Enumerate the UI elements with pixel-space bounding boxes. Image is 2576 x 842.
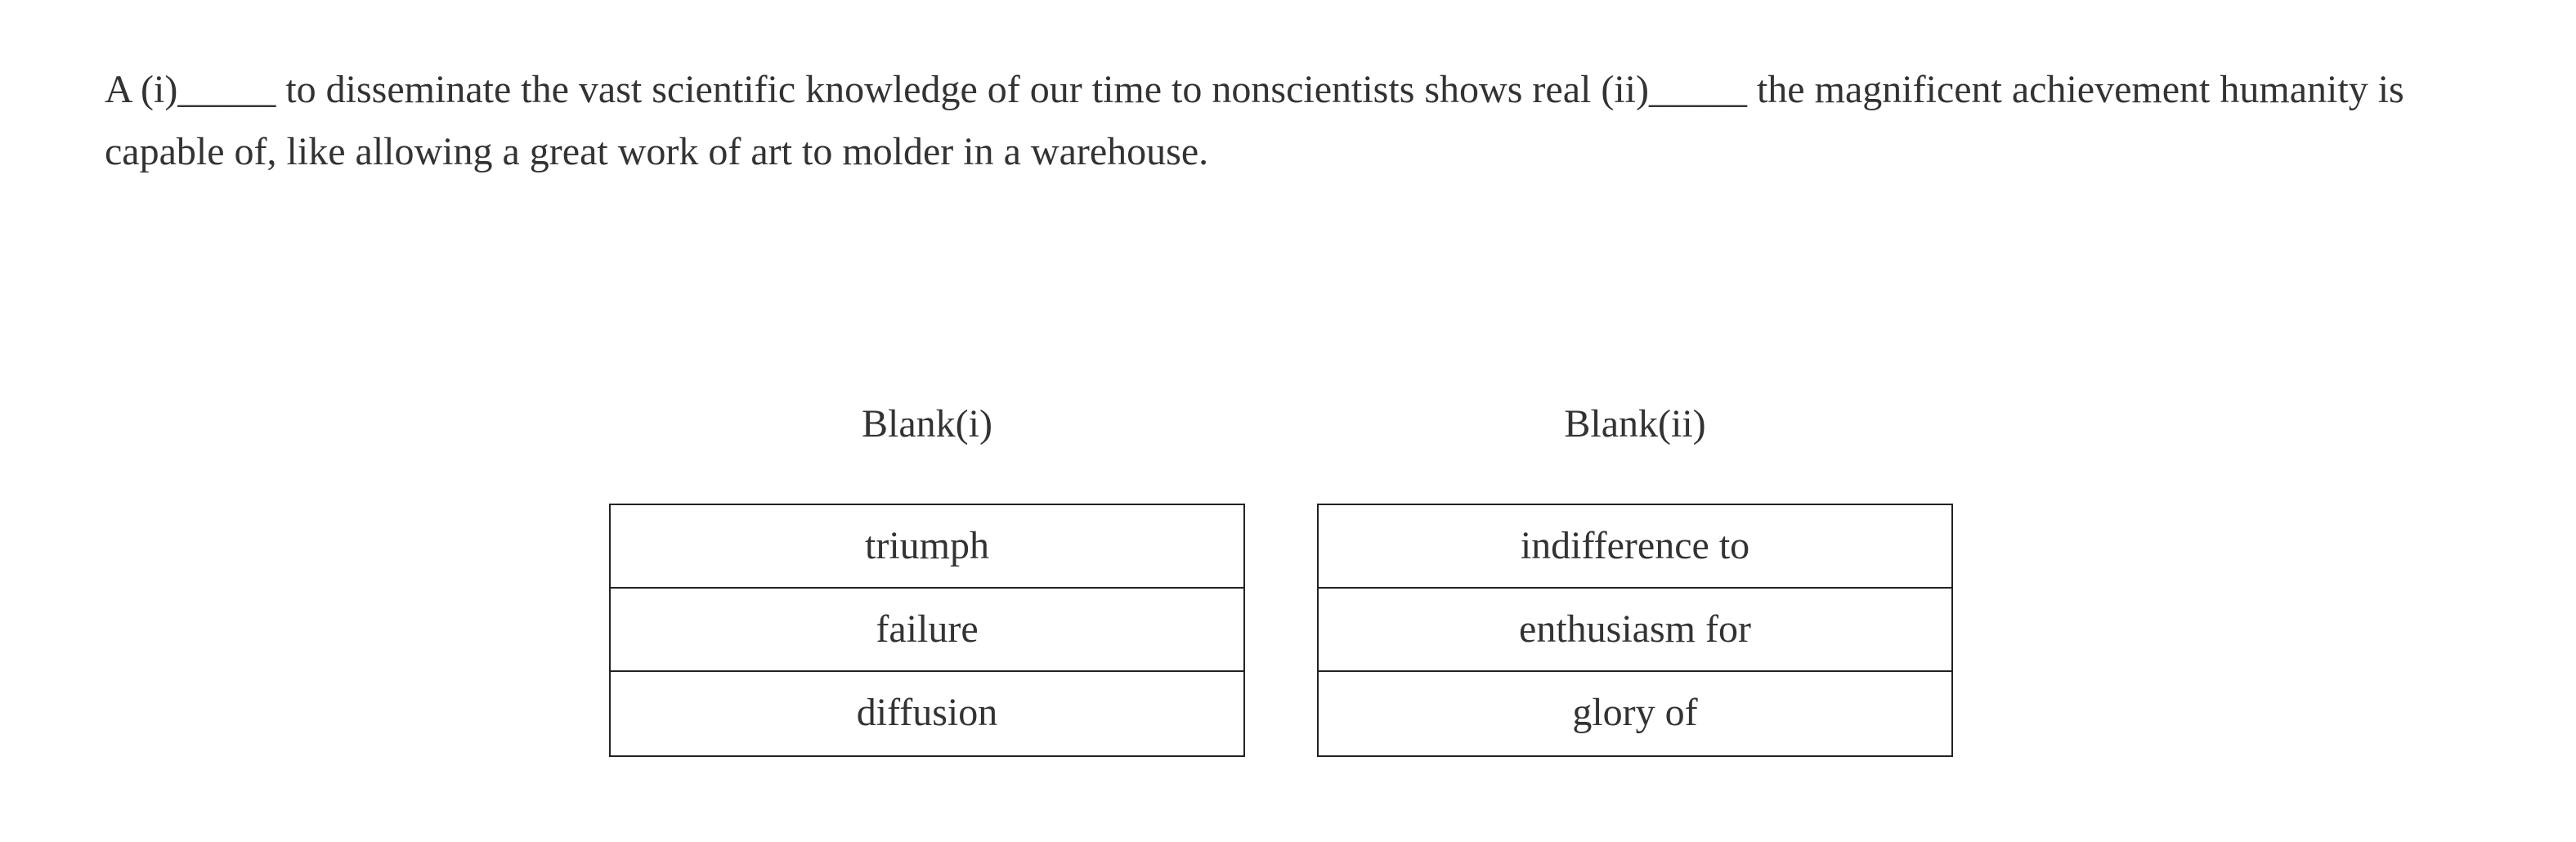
blank-i-column bbox=[609, 387, 1245, 757]
blank-i-options bbox=[609, 504, 1245, 757]
blank-ii-option-indifference-to[interactable]: indifference to bbox=[1319, 505, 1951, 589]
blank-i-option-diffusion[interactable]: diffusion bbox=[856, 691, 998, 734]
blank-ii-options bbox=[1317, 504, 1953, 757]
blank-ii-option-enthusiasm-for[interactable]: enthusiasm for bbox=[1319, 589, 1951, 672]
blank-ii-column bbox=[1317, 387, 1953, 757]
blank-ii-option-glory-of[interactable]: glory of bbox=[1572, 691, 1698, 734]
blank-i-option-triumph[interactable]: triumph bbox=[611, 505, 1243, 589]
question-text: A (i)_____ to disseminate the vast scientific knowledge of our time to nonscientists shows real (ii)_____ the magnificent achievement humanity is capable of, like allowing a great work of art to molder in a warehouse. bbox=[105, 68, 2404, 173]
blank-i-option-failure[interactable]: failure bbox=[611, 589, 1243, 672]
blank-ii-header: Blank(ii) bbox=[1564, 402, 1706, 446]
blank-i-header: Blank(i) bbox=[862, 402, 992, 446]
